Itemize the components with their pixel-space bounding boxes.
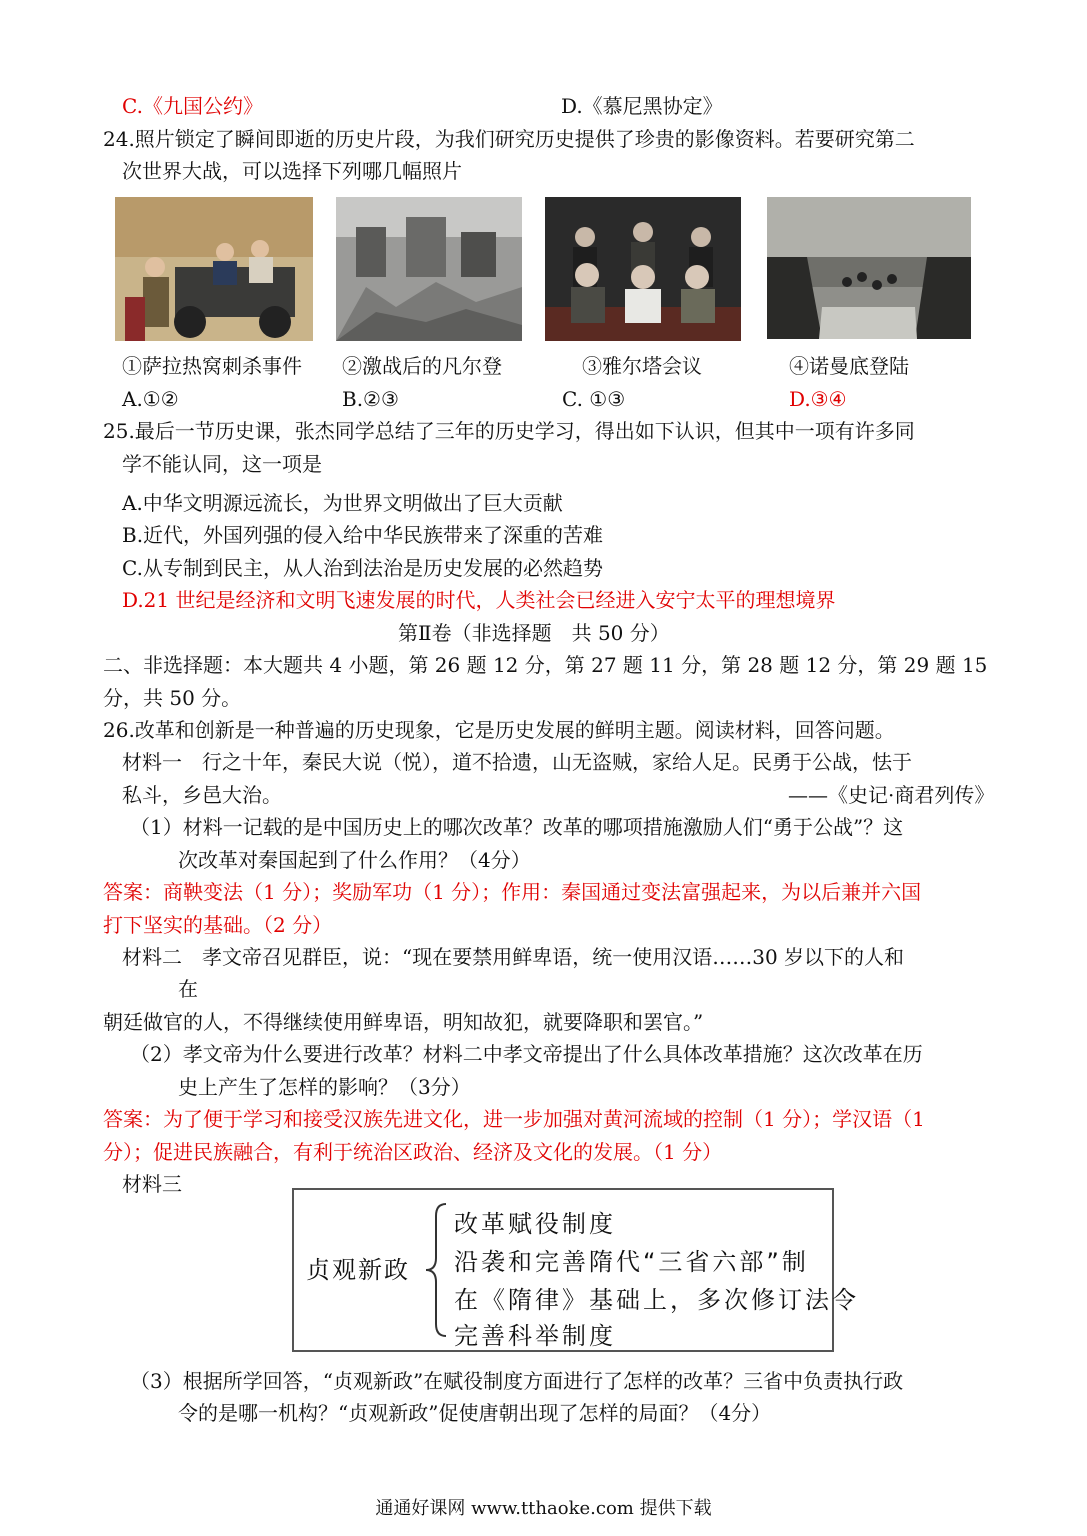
- diagram-item-3: 在《隋律》基础上，多次修订法令: [454, 1286, 859, 1314]
- q23-option-c: C.《九国公约》: [122, 94, 263, 118]
- diagram-item-1: 改革赋役制度: [454, 1210, 616, 1238]
- q26-material2-line1: 材料二 孝文帝召见群臣，说：“现在要禁用鲜卑语，统一使用汉语……30 岁以下的人和: [122, 945, 905, 969]
- part2-intro-line1: 二、非选择题：本大题共 4 小题，第 26 题 12 分，第 27 题 11 分，第 28 题 12 分，第 29 题 15: [103, 653, 988, 677]
- q26-material3-label: 材料三: [122, 1172, 182, 1196]
- q25-option-d: D.21 世纪是经济和文明飞速发展的时代，人类社会已经进入安宁太平的理想境界: [122, 588, 836, 612]
- q26-answer1-line1: 答案：商鞅变法（1 分）；奖励军功（1 分）；作用：秦国通过变法富强起来，为以后兼并六国: [103, 880, 922, 904]
- q25-option-b: B.近代，外国列强的侵入给中华民族带来了深重的苦难: [122, 523, 604, 547]
- q24-option-c: C. ①③: [562, 387, 626, 411]
- photo-caption-3: ③雅尔塔会议: [582, 354, 702, 378]
- brace-icon: [422, 1200, 452, 1340]
- q25-stem-line2: 学不能认同，这一项是: [122, 452, 322, 476]
- q26-question2-line1: （2）孝文帝为什么要进行改革？材料二中孝文帝提出了什么具体改革措施？这次改革在历: [130, 1042, 923, 1066]
- q26-material2-line3: 朝廷做官的人，不得继续使用鲜卑语，明知故犯，就要降职和罢官。”: [103, 1010, 704, 1034]
- q26-material1-line1: 材料一 行之十年，秦民大说（悦），道不拾遗，山无盗贼，家给人足。民勇于公战，怯于: [122, 750, 912, 774]
- yalta-conference-photo: [545, 197, 741, 341]
- q26-question1-line2: 次改革对秦国起到了什么作用？（4分）: [178, 848, 531, 872]
- q26-answer2-line1: 答案：为了便于学习和接受汉族先进文化，进一步加强对黄河流域的控制（1 分）；学汉语（1: [103, 1107, 925, 1131]
- diagram-title: 贞观新政: [306, 1256, 410, 1284]
- q26-question1-line1: （1）材料一记载的是中国历史上的哪次改革？改革的哪项措施激励人们“勇于公战”？这: [130, 815, 904, 839]
- q26-answer1-line2: 打下坚实的基础。（2 分）: [103, 913, 333, 937]
- q26-material1-source: ——《史记·商君列传》: [788, 783, 995, 807]
- q24-option-b: B.②③: [342, 387, 399, 411]
- q26-answer2-line2: 分）；促进民族融合，有利于统治区政治、经济及文化的发展。（1 分）: [103, 1140, 723, 1164]
- photo-caption-1: ①萨拉热窝刺杀事件: [122, 354, 302, 378]
- q24-option-d: D.③④: [789, 387, 847, 411]
- sarajevo-illustration: [115, 197, 313, 341]
- q26-material1-line2: 私斗，乡邑大治。: [122, 783, 282, 807]
- diagram-item-2: 沿袭和完善隋代“三省六部”制: [454, 1248, 809, 1276]
- diagram-item-4: 完善科举制度: [454, 1322, 616, 1350]
- verdun-ruins-photo: [336, 197, 522, 341]
- part2-title: 第Ⅱ卷（非选择题 共 50 分）: [398, 621, 670, 645]
- q26-question3-line1: （3）根据所学回答，“贞观新政”在赋役制度方面进行了怎样的改革？三省中负责执行政: [130, 1369, 904, 1393]
- q24-stem-line2: 次世界大战，可以选择下列哪几幅照片: [122, 159, 462, 183]
- q26-material2-line2: 在: [178, 977, 198, 1001]
- q23-option-d: D.《慕尼黑协定》: [561, 94, 723, 118]
- q26-stem: 26.改革和创新是一种普遍的历史现象，它是历史发展的鲜明主题。阅读材料，回答问题。: [103, 718, 895, 742]
- q26-question3-line2: 令的是哪一机构？“贞观新政”促使唐朝出现了怎样的局面？（4分）: [178, 1401, 772, 1425]
- q25-option-a: A.中华文明源远流长，为世界文明做出了巨大贡献: [122, 491, 563, 515]
- normandy-landing-photo: [767, 197, 971, 339]
- photo-caption-2: ②激战后的凡尔登: [342, 354, 502, 378]
- q25-stem-line1: 25.最后一节历史课，张杰同学总结了三年的历史学习，得出如下认识，但其中一项有许多同: [103, 419, 915, 443]
- q24-stem-line1: 24.照片锁定了瞬间即逝的历史片段，为我们研究历史提供了珍贵的影像资料。若要研究第二: [103, 127, 915, 151]
- zhenguan-reform-diagram: [292, 1188, 859, 1352]
- photo-caption-4: ④诺曼底登陆: [789, 354, 909, 378]
- q25-option-c: C.从专制到民主，从人治到法治是历史发展的必然趋势: [122, 556, 603, 580]
- q26-question2-line2: 史上产生了怎样的影响？（3分）: [178, 1075, 471, 1099]
- q24-option-a: A.①②: [122, 387, 179, 411]
- part2-intro-line2: 分，共 50 分。: [103, 686, 242, 710]
- page-footer: 通通好课网 www.tthaoke.com 提供下载: [375, 1498, 712, 1519]
